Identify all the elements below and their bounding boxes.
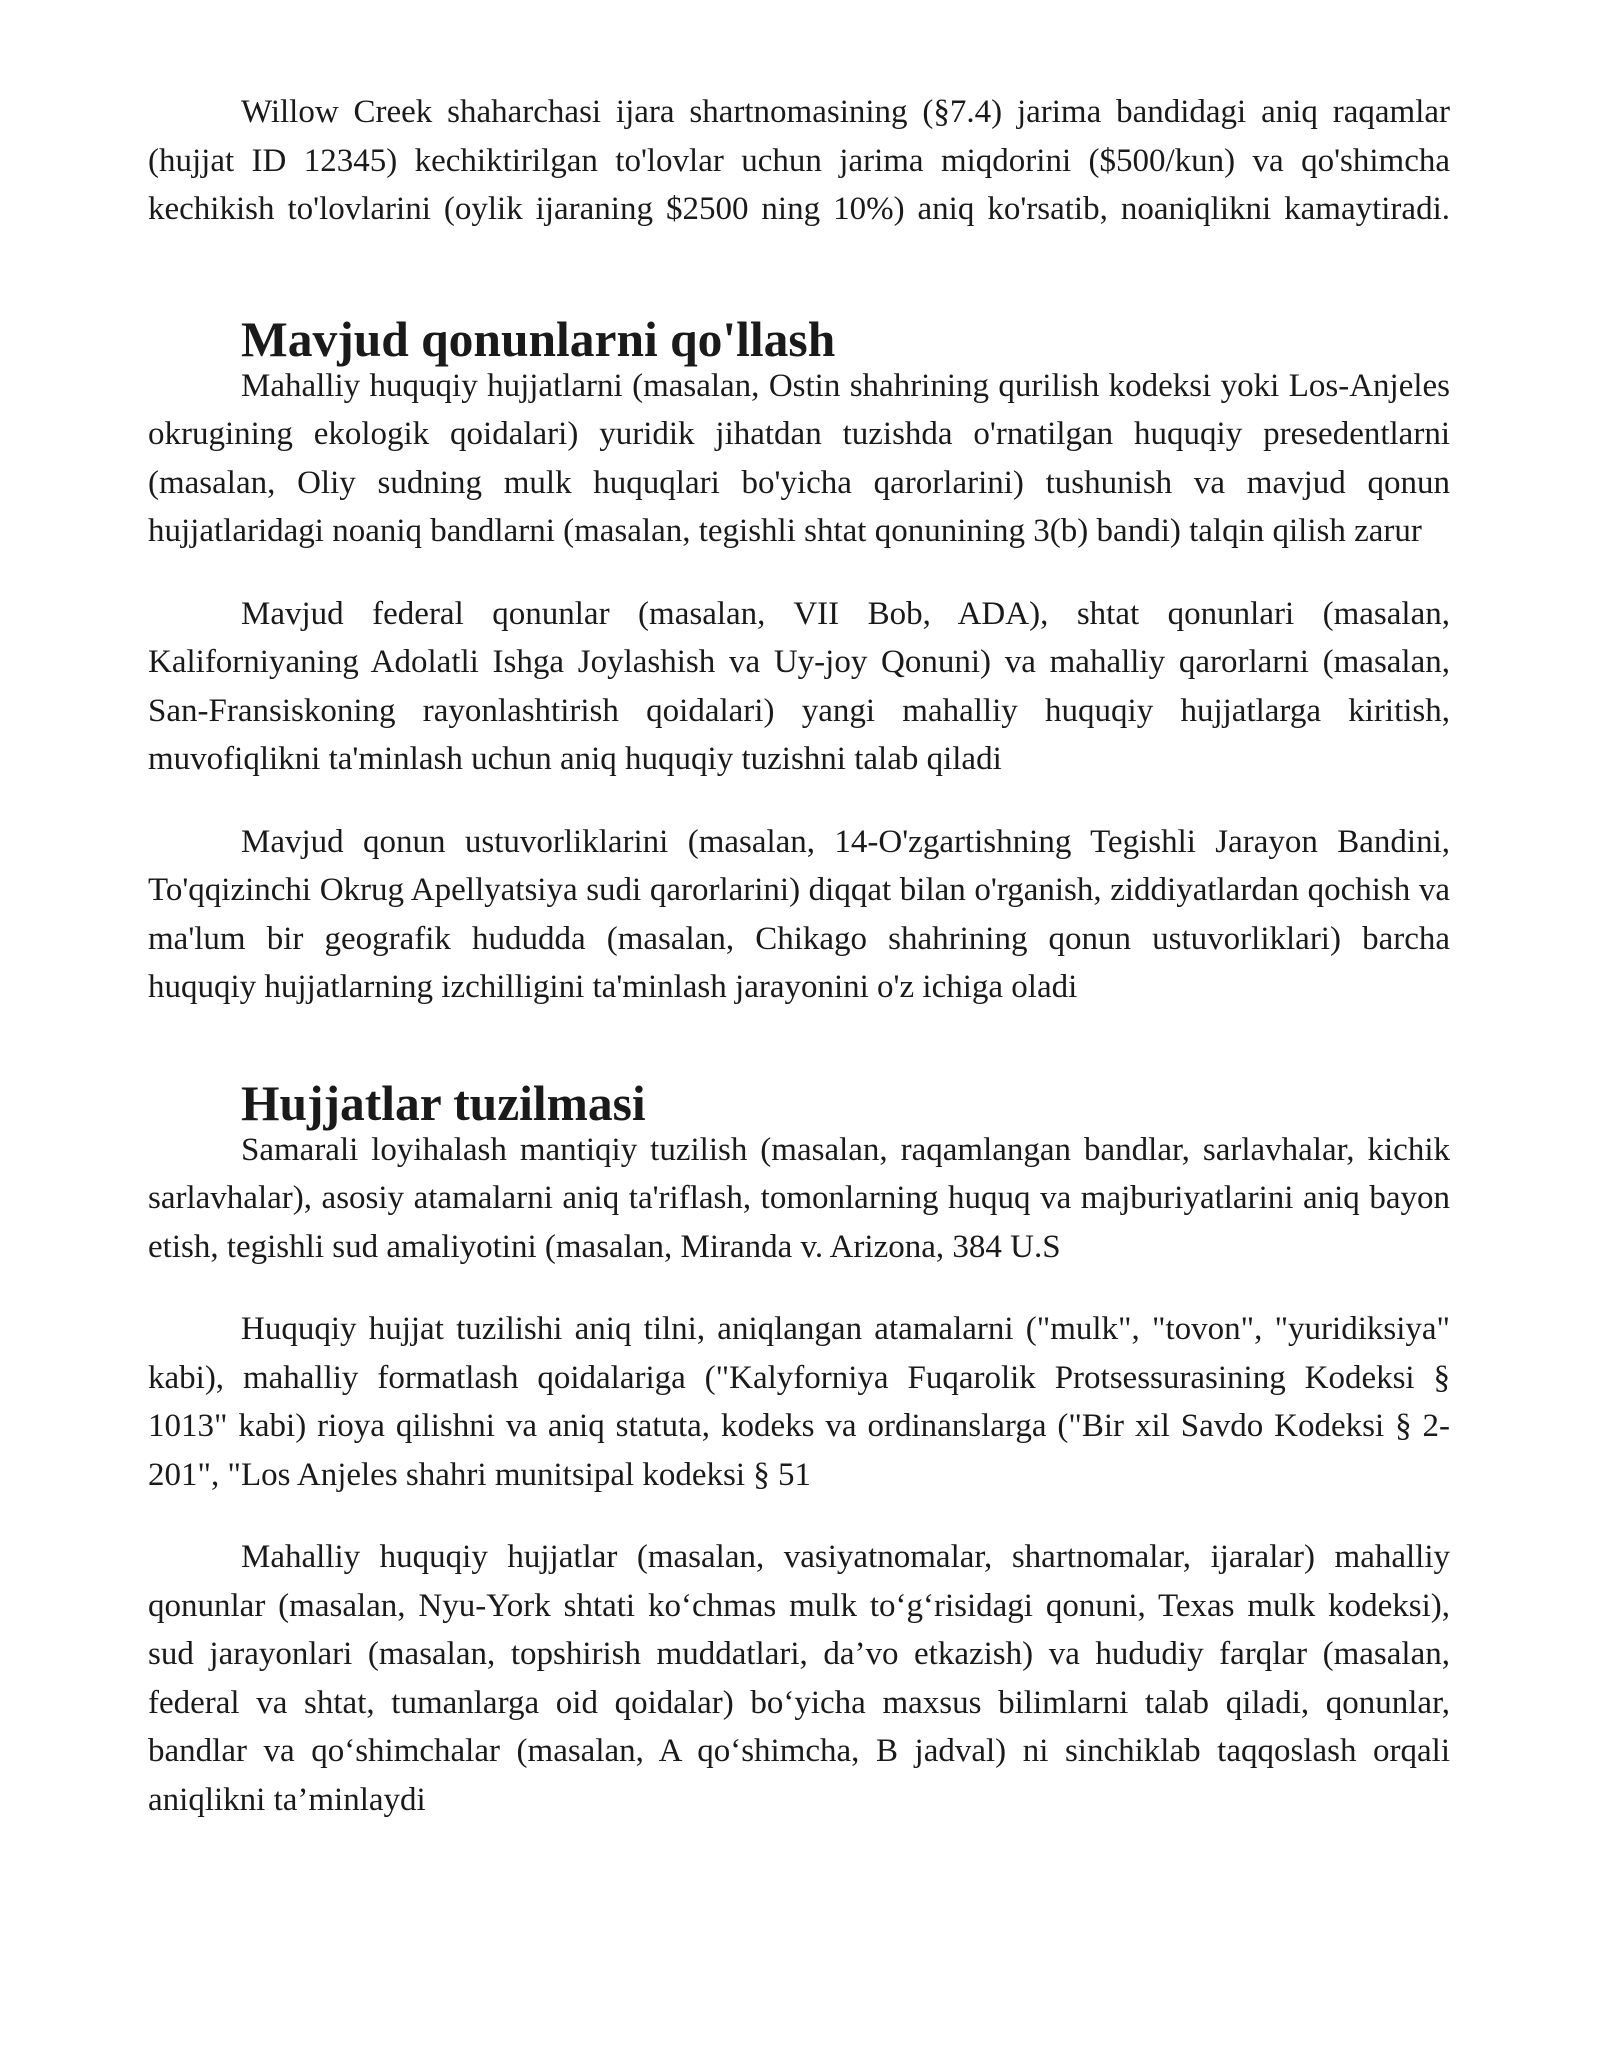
- paragraph: Mahalliy huquqiy hujjatlarni (masalan, Ostin shahrining qurilish kodeksi yoki Los-Anjeles okrugining ekologik qoidalari) yuridik jihatdan tuzishda o'rnatilgan huquqiy presedentlarni (masalan, Oliy sudning mulk huquqlari bo'yicha qarorlarini) tushunish va mavjud qonun hujjatlaridagi noaniq bandlarni (masalan, tegishli shtat qonunining 3(b) bandi) talqin qilish zarur: [148, 367, 1450, 549]
- section-heading-applying-laws: Mavjud qonunlarni qo'llash: [241, 311, 836, 367]
- intro-paragraph: Willow Creek shaharchasi ijara shartnomasining (§7.4) jarima bandidagi aniq raqamlar (hujjat ID 12345) kechiktirilgan to'lovlar uchun jarima miqdorini ($500/kun) va qo'shimcha kechikish to'lovlarini (oylik ijaraning $2500 ning 10%) aniq ko'rsatib, noaniqlikni kamaytiradi.: [148, 94, 1450, 227]
- paragraph: Samarali loyihalash mantiqiy tuzilish (masalan, raqamlangan bandlar, sarlavhalar, kichik sarlavhalar), asosiy atamalarni aniq ta'riflash, tomonlarning huquq va majburiyatlarini aniq bayon etish, tegishli sud amaliyotini (masalan, Miranda v. Arizona, 384 U.S: [148, 1131, 1450, 1265]
- paragraph: Mahalliy huquqiy hujjatlar (masalan, vasiyatnomalar, shartnomalar, ijaralar) mahalliy qonunlar (masalan, Nyu-York shtati ko‘chmas mulk to‘g‘risidagi qonuni, Texas mulk kodeksi), sud jarayonlari (masalan, topshirish muddatlari, da’vo etkazish) va hududiy farqlar (masalan, federal va shtat, tumanlarga oid qoidalar) bo‘yicha maxsus bilimlarni talab qiladi, qonunlar, bandlar va qo‘shimchalar (masalan, A qo‘shimcha, B jadval) ni sinchiklab taqqoslash orqali aniqlikni ta’minlaydi: [148, 1539, 1450, 1818]
- paragraph: Mavjud federal qonunlar (masalan, VII Bob, ADA), shtat qonunlari (masalan, Kaliforniyaning Adolatli Ishga Joylashish va Uy-joy Qonuni) va mahalliy qarorlarni (masalan, San-Fransiskoning rayonlashtirish qoidalari) yangi mahalliy huquqiy hujjatlarga kiritish, muvofiqlikni ta'minlash uchun aniq huquqiy tuzishni talab qiladi: [148, 595, 1450, 777]
- paragraph: Mavjud qonun ustuvorliklarini (masalan, 14-O'zgartishning Tegishli Jarayon Bandini, To'qqizinchi Okrug Apellyatsiya sudi qarorlarini) diqqat bilan o'rganish, ziddiyatlardan qochish va ma'lum bir geografik hududda (masalan, Chikago shahrining qonun ustuvorliklari) barcha huquqiy hujjatlarning izchilligini ta'minlash jarayonini o'z ichiga oladi: [148, 823, 1450, 1005]
- paragraph: Huquqiy hujjat tuzilishi aniq tilni, aniqlangan atamalarni ("mulk", "tovon", "yuridiksiya" kabi), mahalliy formatlash qoidalariga ("Kalyforniya Fuqarolik Protsessurasining Kodeksi § 1013" kabi) rioya qilishni va aniq statuta, kodeks va ordinanslarga ("Bir xil Savdo Kodeksi § 2-201", "Los Anjeles shahri munitsipal kodeksi § 51: [148, 1311, 1450, 1493]
- document-page: [148, 88, 1450, 1824]
- section-heading-document-structure: Hujjatlar tuzilmasi: [241, 1075, 646, 1131]
